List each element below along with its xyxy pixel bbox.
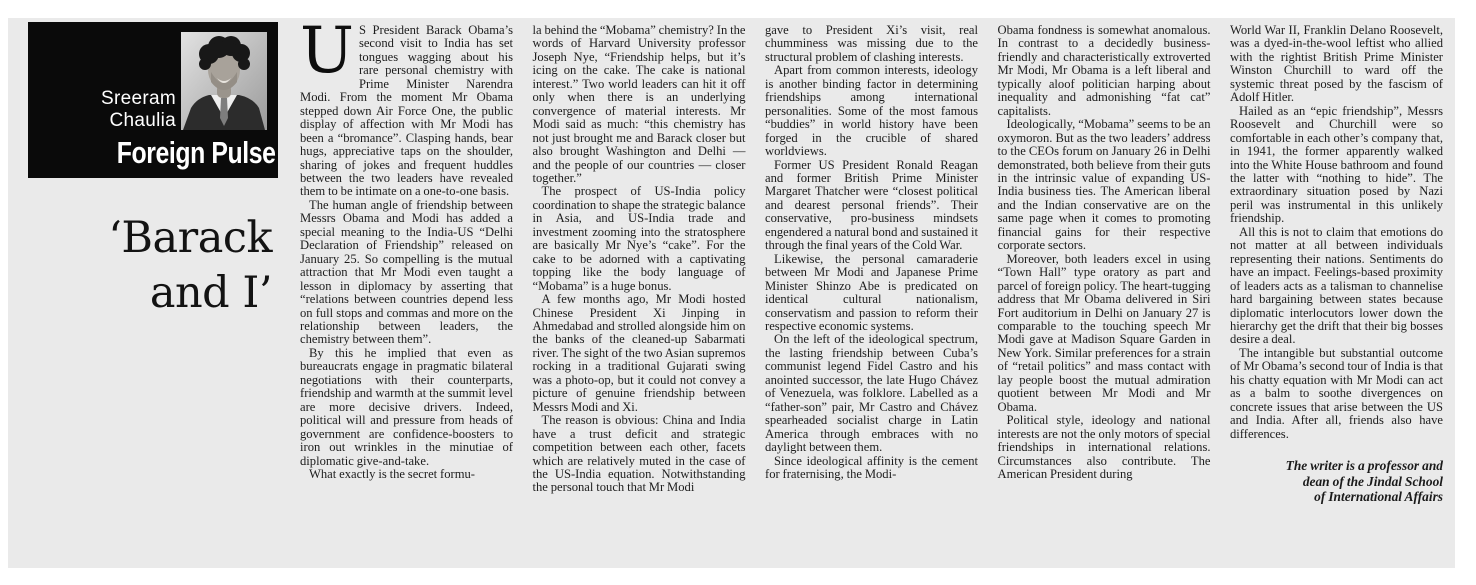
article-paragraph: la behind the “Mobama” chemistry? In the words of Harvard University professor Joseph Nye, “Friendship helps, but it’s icing on the cake. The cake is national interest.” Two world leaders can hit it off only when there is an underlying convergence of material interests. Mr Modi said as much: “this chemistry has not just brought me and Barack closer but also brought Washington and Delhi — and the people of our countries — closer together.” (532, 23, 746, 185)
article-paragraph: The intangible but substantial outcome of Mr Obama’s second tour of India is that his chatty equation with Mr Modi can act as a balm to soothe divergences on concrete issues that arise between the US and India. After all, friends also have differences. (1230, 345, 1443, 441)
author-photo (181, 32, 267, 130)
article-paragraph: A few months ago, Mr Modi hosted Chinese President Xi Jinping in Ahmedabad and strolled alongside him on the banks of the cleaned-up Sabarmati river. The sight of the two Asian supremos rocking in a traditional Gujarati swing was a photo-op, but it could not convey a picture of genuine friendship between Messrs Modi and Xi. (532, 292, 746, 414)
article-column-2 (533, 24, 746, 495)
writer-byline: The writer is a professor and dean of the Jindal School of International Affairs (1285, 458, 1443, 505)
article-paragraph: What exactly is the secret formu- (309, 466, 475, 481)
article-paragraph: Hailed as an “epic friendship”, Messrs Roosevelt and Churchill were so comfortable in each other’s company that, in 1941, the former apparently walked into the White House bathroom and found the latter with “nothing to hide”. The extraordinary situation posed by Nazi peril was instrumental in this unlikely friendship. (1230, 103, 1443, 226)
article-paragraph: Former US President Ronald Reagan and former British Prime Minister Margaret Thatcher were “closest political and dearest personal friends”. Their conservative, pro-business mindsets engendered a natural bond and sustained it through the final years of the Cold War. (765, 157, 978, 253)
article-paragraph: Since ideological affinity is the cement for fraternising, the Modi- (765, 453, 978, 481)
article-paragraph: Moreover, both leaders excel in using “Town Hall” type oratory as part and parcel of foreign policy. The heart-tugging address that Mr Obama delivered in Siri Fort auditorium in Delhi on January 27 is comparable to the touching speech Mr Modi gave at Madison Square Garden in New York. Similar preferences for a strain of “retail politics” and mass contact with lay people boost the mutual admiration quotient between Mr Modi and Mr Obama. (997, 251, 1211, 414)
author-name (101, 88, 176, 132)
article-paragraph: World War II, Franklin Delano Roosevelt, was a dyed-in-the-wool leftist who allied with the rightist British Prime Minister Winston Churchill to ward off the systemic threat posed by the fascism of Adolf Hitler. (1230, 23, 1443, 105)
column-title: Foreign Pulse (116, 135, 275, 170)
article-body (300, 14, 1443, 505)
headline-line-2: and I’ (149, 268, 272, 318)
article-paragraph: The prospect of US-India policy coordination to shape the strategic balance in Asia, and US-India trade and investment zooming into the stratosphere are basically Mr Nye’s “cake”. For the cake to be adorned with a captivating topping like the body language of “Mobama” is a huge bonus. (532, 184, 746, 293)
article-paragraph: U S President Barack Obama’s second visit to India has set tongues wagging about his rare personal chemistry with Prime Minister Narendra Modi. From the moment Mr Obama stepped down Air Force One, the public display of affection with Mr Modi has been a “bromance”. Clasping hands, bear hugs, appreciative taps on the shoulder, sharing of jokes and frequent huddles between the two leaders have revealed them to be intimate on a one-to-one basis. (300, 14, 513, 199)
article-paragraph: Ideologically, “Mobama” seems to be an oxymoron. But as the two leaders’ address to the CEOs forum on January 26 in Delhi demonstrated, both believe from their guts in the intrinsic value of expanding US-India business ties. The American liberal and the Indian conservative are on the same page when it comes to promoting financial gains for their respective corporate sectors. (997, 117, 1211, 253)
column-masthead (28, 22, 278, 178)
headline (8, 211, 272, 321)
article-column-1 (300, 14, 513, 481)
article-clipping (8, 14, 1455, 568)
article-paragraph: Obama fondness is somewhat anomalous. In contrast to a decidedly business-friendly and characteristically extroverted Mr Modi, Mr Obama is a left liberal and typically aloof politician harping about inequality and admonishing “fat cat” capitalists. (997, 23, 1211, 118)
article-paragraph: Likewise, the personal camaraderie between Mr Modi and Japanese Prime Minister Shinzo Abe is predicated on identical cultural nationalism, conservatism and passion to reform their respective economic systems. (765, 251, 978, 333)
headline-line-1: ‘Barack (108, 213, 272, 263)
article-paragraph: Apart from common interests, ideology is another binding factor in determining friendships among international personalities. Some of the most famous “buddies” in world history have been forged in the crucible of shared worldviews. (765, 63, 978, 159)
article-paragraph: Political style, ideology and national interests are not the only motors of special friendships in international relations. Circumstances also contribute. The American President during (997, 413, 1211, 481)
article-paragraph: All this is not to claim that emotions do not matter at all between individuals representing their nations. Sentiments do have an impact. Feelings-based proximity of leaders acts as a talisman to channelise hard bargaining between states because diplomatic interlocutors lower down the hierarchy get the drift that their big bosses desire a deal. (1230, 224, 1443, 347)
article-paragraph: On the left of the ideological spectrum, the lasting friendship between Cuba’s communist legend Fidel Castro and his anointed successor, the late Hugo Chávez of Venezuela, was folklore. Labelled as a “father-son” pair, Mr Castro and Chávez spearheaded socialist charge in Latin America through embraces with no daylight between them. (765, 332, 978, 455)
article-paragraph: The human angle of friendship between Messrs Obama and Modi has added a special meaning to the India-US “Delhi Declaration of Friendship” released on January 25. So compelling is the mutual attraction that Mr Modi even taught a lesson in diplomacy by asserting that “relations between countries depend less on full stops and commas and more on the relationship between leaders, the chemistry between them”. (300, 197, 513, 347)
article-paragraph: The reason is obvious: China and India have a trust deficit and strategic competition between each other, facets which are relatively muted in the case of the US-India equation. Notwithstanding the personal touch that Mr Modi (532, 413, 746, 495)
article-column-5 (1230, 24, 1443, 505)
article-column-3 (765, 24, 978, 481)
author-first-name: Sreeram (101, 88, 176, 109)
drop-cap: U (300, 14, 354, 88)
article-paragraph: By this he implied that even as bureaucrats engage in pragmatic bilateral negotiations with their counterparts, friendship and warmth at the summit level are more decisive drivers. Indeed, political will and pressure from heads of government are confidence-boosters to iron out wrinkles in the minutiae of diplomatic give-and-take. (300, 345, 513, 468)
article-column-4 (998, 24, 1211, 481)
article-paragraph: gave to President Xi’s visit, real chumminess was missing due to the structural problem of clashing interests. (765, 23, 978, 64)
author-portrait-image (181, 32, 267, 130)
author-last-name: Chaulia (109, 110, 176, 131)
